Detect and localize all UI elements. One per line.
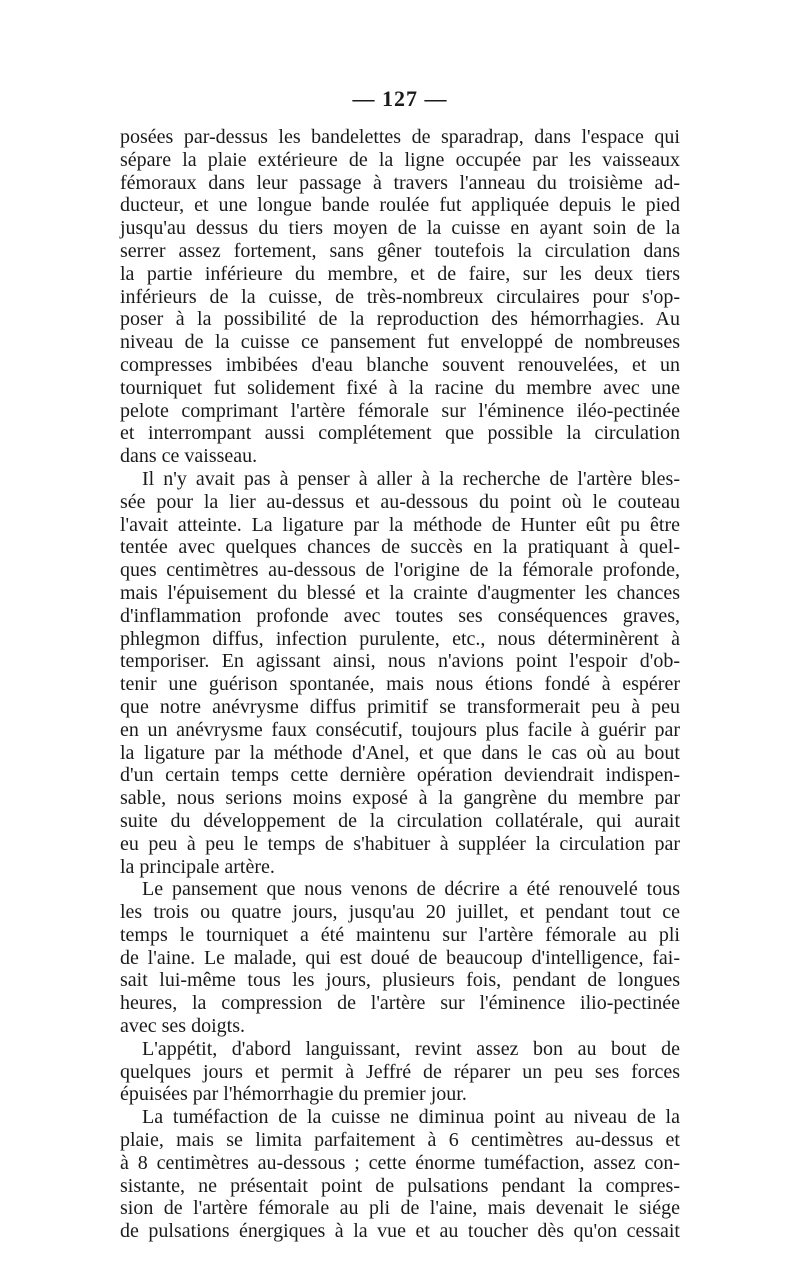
text-line: de pulsations énergiques à la vue et au toucher dès qu'on cessait: [120, 1220, 680, 1243]
text-line: tentée avec quelques chances de succès en la pratiquant à quel-: [120, 536, 680, 559]
text-line: la partie inférieure du membre, et de faire, sur les deux tiers: [120, 262, 680, 285]
body-text: [120, 126, 680, 1243]
text-line: en un anévrysme faux consécutif, toujours plus facile à guérir par: [120, 718, 680, 741]
paragraph: [120, 468, 680, 878]
text-line: serrer assez fortement, sans gêner toutefois la circulation dans: [120, 239, 680, 262]
text-line: les trois ou quatre jours, jusqu'au 20 juillet, et pendant tout ce: [120, 901, 680, 924]
paragraph: [120, 878, 680, 1038]
text-line: heures, la compression de l'artère sur l'éminence ilio-pectinée: [120, 992, 680, 1015]
paragraph: [120, 126, 680, 468]
text-line: plaie, mais se limita parfaitement à 6 centimètres au-dessus et: [120, 1129, 680, 1152]
text-line: l'avait atteinte. La ligature par la méthode de Hunter eût pu être: [120, 513, 680, 536]
text-line: mais l'épuisement du blessé et la crainte d'augmenter les chances: [120, 581, 680, 604]
text-line: temps le tourniquet a été maintenu sur l'artère fémorale au pli: [120, 923, 680, 946]
text-line: tourniquet fut solidement fixé à la racine du membre avec une: [120, 376, 680, 399]
text-line: niveau de la cuisse ce pansement fut enveloppé de nombreuses: [120, 331, 680, 354]
text-line: sée pour la lier au-dessus et au-dessous du point où le couteau: [120, 490, 680, 513]
text-line: et interrompant aussi complétement que possible la circulation: [120, 422, 680, 445]
text-line: sait lui-même tous les jours, plusieurs fois, pendant de longues: [120, 969, 680, 992]
text-line: sion de l'artère fémorale au pli de l'aine, mais devenait le siége: [120, 1197, 680, 1220]
text-line: à 8 centimètres au-dessous ; cette énorme tuméfaction, assez con-: [120, 1151, 680, 1174]
text-line: d'inflammation profonde avec toutes ses conséquences graves,: [120, 604, 680, 627]
text-line: sépare la plaie extérieure de la ligne occupée par les vaisseaux: [120, 148, 680, 171]
text-line: phlegmon diffus, infection purulente, etc., nous déterminèrent à: [120, 627, 680, 650]
text-line: temporiser. En agissant ainsi, nous n'avions point l'espoir d'ob-: [120, 650, 680, 673]
text-line: quelques jours et permit à Jeffré de réparer un peu ses forces: [120, 1060, 680, 1083]
text-line: avec ses doigts.: [120, 1015, 245, 1038]
text-line: la principale artère.: [120, 855, 275, 878]
text-line: sable, nous serions moins exposé à la gangrène du membre par: [120, 787, 680, 810]
text-line: eu peu à peu le temps de s'habituer à suppléer la circulation par: [120, 832, 680, 855]
text-line: La tuméfaction de la cuisse ne diminua point au niveau de la: [142, 1106, 680, 1129]
text-line: compresses imbibées d'eau blanche souvent renouvelées, et un: [120, 353, 680, 376]
text-line: que notre anévrysme diffus primitif se transformerait peu à peu: [120, 695, 680, 718]
text-line: ques centimètres au-dessous de l'origine de la fémorale profonde,: [120, 559, 680, 582]
text-line: tenir une guérison spontanée, mais nous étions fondé à espérer: [120, 673, 680, 696]
text-line: fémoraux dans leur passage à travers l'anneau du troisième ad-: [120, 171, 680, 194]
paragraph: [120, 1038, 680, 1106]
text-line: suite du développement de la circulation collatérale, qui aurait: [120, 809, 680, 832]
text-line: posées par-dessus les bandelettes de sparadrap, dans l'espace qui: [120, 126, 680, 148]
text-line: sistante, ne présentait point de pulsations pendant la compres-: [120, 1174, 680, 1197]
text-line: Le pansement que nous venons de décrire a été renouvelé tous: [142, 878, 680, 901]
text-line: pelote comprimant l'artère fémorale sur l'éminence iléo-pectinée: [120, 399, 680, 422]
page-number: — 127 —: [352, 86, 448, 111]
text-line: ducteur, et une longue bande roulée fut appliquée depuis le pied: [120, 194, 680, 217]
text-line: dans ce vaisseau.: [120, 445, 258, 468]
text-line: Il n'y avait pas à penser à aller à la recherche de l'artère bles-: [142, 467, 680, 490]
text-line: poser à la possibilité de la reproduction des hémorrhagies. Au: [120, 308, 680, 331]
text-line: jusqu'au dessus du tiers moyen de la cuisse en ayant soin de la: [120, 217, 680, 240]
text-line: inférieurs de la cuisse, de très-nombreux circulaires pour s'op-: [120, 285, 680, 308]
text-line: d'un certain temps cette dernière opération deviendrait indispen-: [120, 764, 680, 787]
text-line: de l'aine. Le malade, qui est doué de beaucoup d'intelligence, fai-: [120, 946, 680, 969]
text-line: épuisées par l'hémorrhagie du premier jour.: [120, 1083, 467, 1106]
paragraph: [120, 1106, 680, 1243]
text-line: L'appétit, d'abord languissant, revint assez bon au bout de: [142, 1037, 680, 1060]
text-line: la ligature par la méthode d'Anel, et que dans le cas où au bout: [120, 741, 680, 764]
